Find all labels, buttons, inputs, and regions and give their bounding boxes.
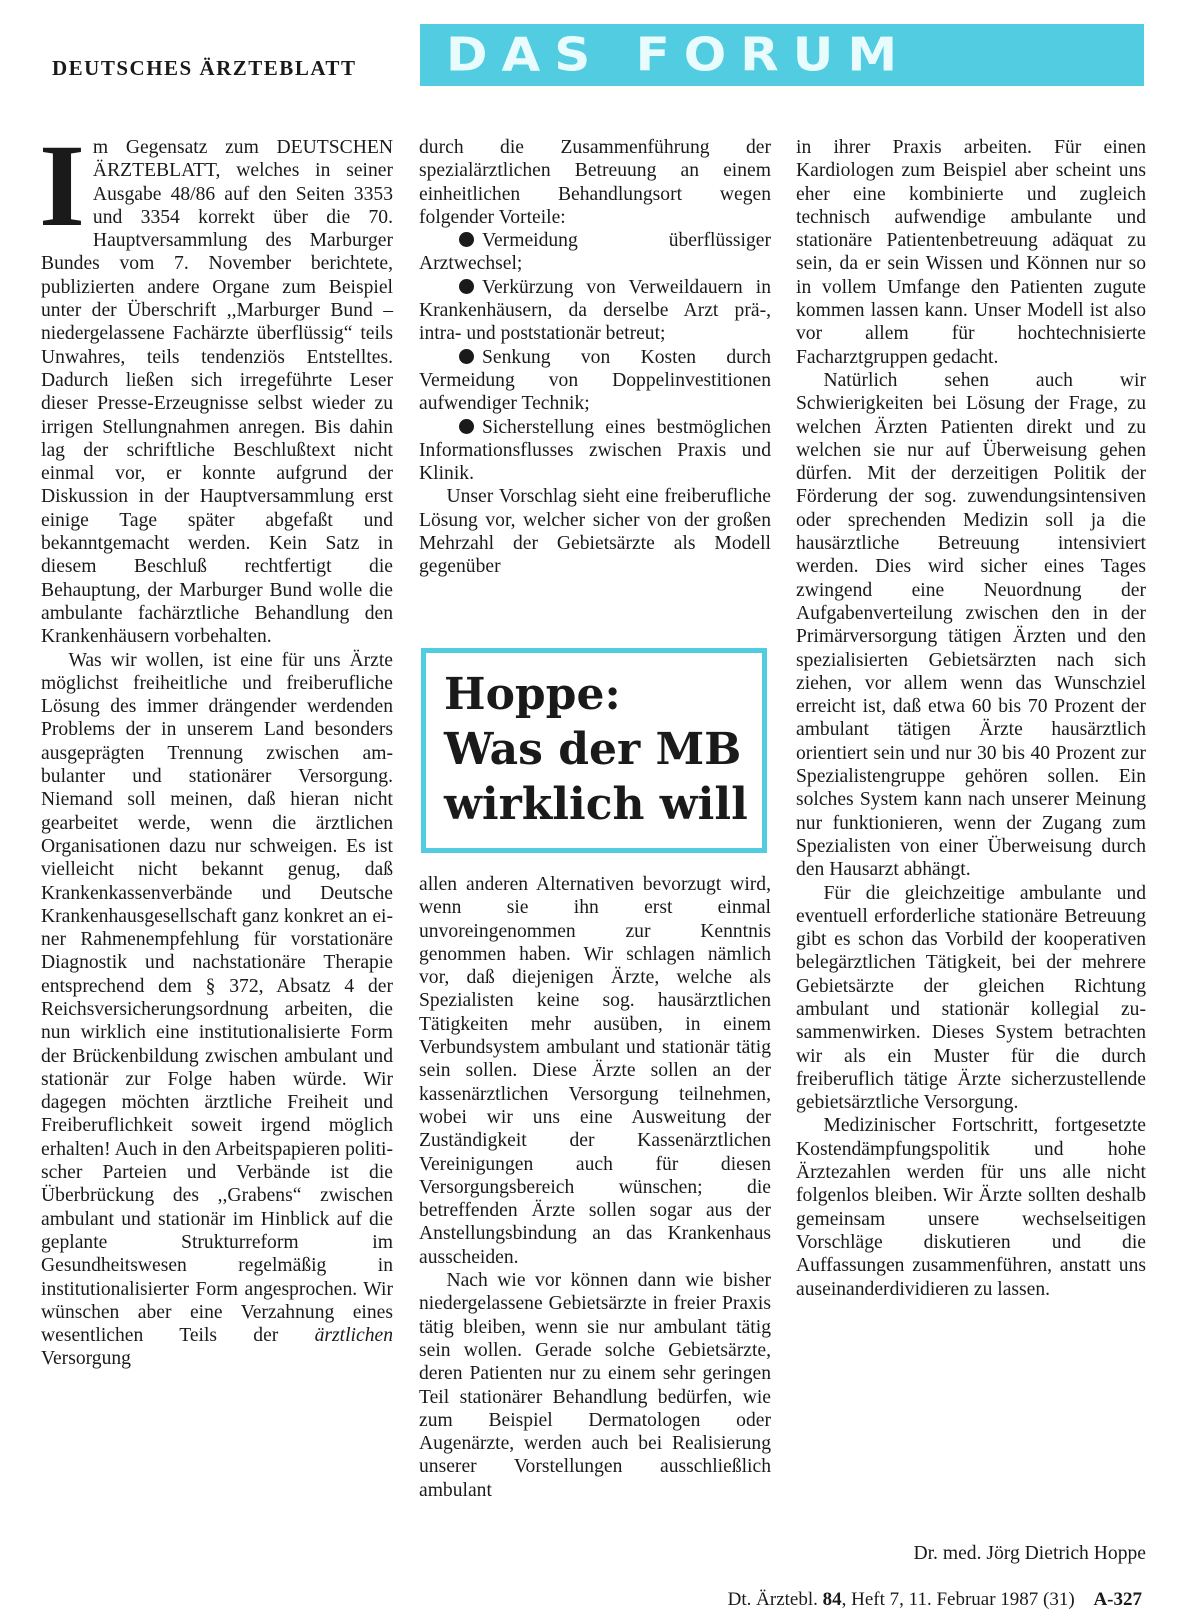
bullet-text: Sicherstellung eines bestmöglichen Informationsflusses zwischen Praxis und Klinik. (419, 416, 771, 485)
article-column-2-top (419, 136, 771, 579)
bullet-icon (459, 349, 474, 364)
author-signature: Dr. med. Jörg Dietrich Hoppe (913, 1543, 1146, 1564)
bullet-text: Senkung von Kosten durch Vermeidung von Doppelinvestitionen aufwendiger Technik; (419, 346, 771, 415)
volume-number: 84 (822, 1589, 842, 1610)
article-paragraph: Medizinischer Fortschritt, fortgesetzte Kostendämpfungspolitik und hohe Ärztezahlen werden für uns alle nicht folgenlos bleiben. Wir Ärzte sollten deshalb gemeinsam unsere wechselseitigen Vorschläge diskutieren und die Auffassungen zusammenführen, anstatt uns auseinanderdividieren zu lassen. (796, 1115, 1146, 1300)
article-column-3 (796, 136, 1146, 1301)
bullet-icon (459, 279, 474, 294)
article-paragraph: Natürlich sehen auch wir Schwierigkeiten bei Lösung der Frage, zu welchen Ärzten Patienten direkt und zu welchen sie nur auf Überweisung gehen dürfen. Mit der derzeitigen Politik der Förderung der sog. zuwendungsintensiven oder sprechenden Medizin soll ja die hausärztliche Betreuung intensiviert werden. Dies wird sicher eines Tages zwingend eine Neuordnung der Aufgabenverteilung zwischen den in der Primärversorgung tätigen Ärzten und den spezialisierten Gebietsärzten nach sich ziehen, vor allem wenn das Wunschziel erreicht ist, daß etwa 60 bis 70 Prozent der ambulant tätigen Ärzte hausärztlich orientiert sein und nur 30 bis 40 Prozent zur Spezialistengruppe gehören sollen. Ein solches System kann nach unserer Meinung nur funktionieren, wenn der Zugang zum Spezialisten von einer Überweisung durch den Hausarzt abhängt. (796, 369, 1146, 881)
headline-line: wirklich will (444, 779, 748, 830)
paragraph-text: Versorgung (41, 1348, 131, 1370)
issue-info: , Heft 7, 11. Februar 1987 (31) (841, 1589, 1075, 1610)
article-paragraph: Unser Vorschlag sieht eine freiberufliche Lösung vor, welcher sicher von der großen Mehrzahl der Gebietsärzte als Modell gegenüber (419, 486, 771, 578)
bullet-item (419, 416, 771, 486)
bullet-item (419, 346, 771, 416)
article-column-2-bottom (419, 873, 771, 1502)
bullet-icon (459, 232, 474, 247)
paragraph-text: Was wir wollen, ist eine für uns Ärzte möglichst freiheitliche und freiberufliche Lösung des immer drängender werdenden Problems der in unserem Land besonders ausgeprägten Trennung zwischen ambulanter und stationärer Versorgung. Niemand soll meinen, daß hieran nicht gearbeitet werde, wenn die ärztlichen Organisationen dazu nur schweigen. Es ist vielleicht nicht bekannt genug, daß Krankenkassenverbände und Deutsche Krankenhausgesellschaft ganz konkret an einer Rahmenempfehlung für vorstationäre Diagnostik und nachstationäre Therapie entsprechend dem § 372, Absatz 4 der Reichsversicherungsordnung arbeiten, die nun wirklich eine institutionalisierte Form der Brückenbildung zwischen ambulant und stationär zur Folge haben würde. Wir dagegen möchten ärztliche Freiheit und Freiberuflichkeit soweit irgend möglich erhalten! Auch in den Arbeitspapieren politischer Parteien und Verbände ist die Überbrückung des ,,Grabens“ zwischen ambulant und stationär im Hinblick auf die geplante Strukturreform im Gesundheitswesen regelmäßig in institutionalisierter Form angesprochen. Wir wünschen aber eine Verzahnung eines wesentlichen Teils der (41, 649, 393, 1347)
bullet-item (419, 276, 771, 346)
article-paragraph: allen anderen Alternativen bevorzugt wird, wenn sie ihn erst einmal unvoreingenommen zur Kenntnis genommen haben. Wir schlagen nämlich vor, daß diejenigen Ärzte, welche als Spezialisten keine sog. hausärztlichen Tätigkeiten mehr ausüben, in einem Verbundsystem ambulant und stationär tätig sein sollen. Diese Ärzte sollen an der kassenärztlichen Versorgung teilnehmen, wobei wir uns eine Ausweitung der Zuständigkeit der Kassenärztlichen Vereinigungen auch für diesen Versorgungsbereich wünschen; die betreffenden Ärzte sollen sogar aus der Anstellungsbindung an das Krankenhaus ausscheiden. (419, 874, 771, 1268)
article-paragraph (41, 649, 393, 1371)
masthead: DEUTSCHES ÄRZTEBLATT (52, 56, 357, 80)
headline (444, 667, 748, 832)
italic-word: ärztlichen (314, 1325, 393, 1347)
article-paragraph: in ihrer Praxis arbeiten. Für einen Kardiologen zum Beispiel aber scheint uns eher eine kombinierte und zugleich technisch aufwendige ambulante und stationäre Patientenbetreuung adäquat zu sein, da er sein Wissen und Können nur so in vollem Umfange den Patienten zugute kommen lassen kann. Unser Modell ist also vor allem für hochtechnisierte Facharztgruppen gedacht. (796, 137, 1146, 368)
section-title: DAS FORUM (446, 28, 912, 82)
article-paragraph: Für die gleichzeitige ambulante und eventuell erforderliche stationäre Betreuung gibt es schon das Vorbild der kooperativen belegärztlichen Tätigkeit, bei der mehrere Gebietsärzte der gleichen Richtung ambulant und stationär kollegial zusammenwirken. Dieses System betrachten wir als ein Muster für die durch freiberuflich tätige Ärzte sicherzustellende gebietsärztliche Versorgung. (796, 882, 1146, 1114)
section-banner (420, 24, 1144, 86)
headline-line: Hoppe: (444, 669, 621, 720)
bullet-text: Vermeidung überflüssiger Arztwechsel; (419, 230, 771, 275)
article-column-1 (39, 120, 393, 1371)
bullet-text: Verkürzung von Verweildauern in Krankenhäusern, da derselbe Arzt prä-, intra- und poststationär betreut; (419, 276, 771, 345)
article-paragraph: Nach wie vor können dann wie bisher niedergelassene Gebietsärzte in freier Praxis tätig bleiben, wenn sie nur ambulant tätig sein wollen. Gerade solche Gebietsärzte, deren Patienten nur zu einem sehr geringen Teil stationärer Behandlung bedürfen, wie zum Beispiel Dermatologen oder Augenärzte, werden auch bei Realisierung unserer Vorstellungen ausschließlich ambulant (419, 1270, 771, 1501)
bullet-icon (459, 419, 474, 434)
paragraph-text: m Gegensatz zum DEUTSCHEN ÄRZTEBLATT, welches in seiner Ausgabe 48/86 auf den Seiten 3353 und 3354 korrekt über die 70. Hauptversammlung des Marburger Bundes vom 7. November berichtete, publizierten andere Organe zum Beispiel unter der Überschrift ,,Marburger Bund – niedergelassene Fachärzte überflüssig“ teils Unwahres, teils tendenziös Entstelltes. Dadurch ließen sich irregeführte Leser dieser Presse-Erzeugnisse selbst wieder zu irrigen Stellungnahmen anregen. Bis dahin lag der schriftliche Beschlußtext nicht einmal vor, er konnte aufgrund der Diskussion in der Hauptversammlung erst einige Tage später abgefaßt und bekanntgemacht werden. Kein Satz in diesem Beschluß rechtfertigt die Behauptung, der Marburger Bund wolle die ambulante fachärztliche Behandlung den Krankenhäusern vorbehalten. (41, 137, 393, 648)
journal-name: Dt. Ärztebl. (727, 1589, 818, 1610)
footer-citation (728, 1589, 1142, 1611)
page-number: A-327 (1093, 1589, 1142, 1610)
article-paragraph: durch die Zusammenführung der spezialärztlichen Betreuung an einem einheitlichen Behandlungsort wegen folgender Vorteile: (419, 137, 771, 228)
headline-line: Was der MB (444, 724, 742, 775)
bullet-item (419, 229, 771, 276)
headline-box (421, 648, 767, 853)
drop-cap: I (39, 120, 85, 251)
article-paragraph (39, 120, 393, 649)
